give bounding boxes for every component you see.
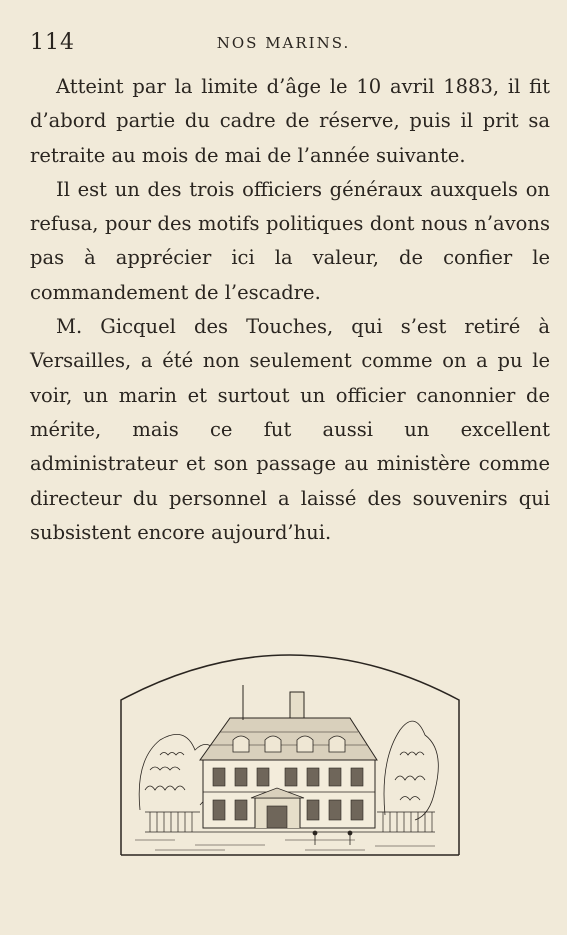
- paragraph-1: Atteint par la limite d’âge le 10 avril 1883, il fit d’abord partie du cadre de réserve, puis il prit sa retraite au mois de mai de l’année suivante.: [30, 75, 550, 167]
- page-header: [30, 30, 537, 60]
- body-text: [30, 70, 550, 550]
- paragraph-3: M. Gicquel des Touches, qui s’est retiré à Versailles, a été non seulement comme on a pu le voir, un marin et surtout un officier canonnier de mérite, mais ce fut aussi un excellent administrateur et son passage au ministère comme directeur du personnel a laissé des souvenirs qui subsistent encore aujourd’hui.: [30, 315, 550, 544]
- house-engraving-drawing: [115, 640, 465, 865]
- house-engraving: [115, 640, 465, 865]
- running-title: NOS MARINS.: [216, 34, 351, 52]
- paragraph-2: Il est un des trois officiers généraux auxquels on refusa, pour des motifs politiques dont nous n’avons pas à apprécier ici la valeur, de confier le commandement de l’escadre.: [30, 177, 550, 304]
- page-number: 114: [30, 30, 75, 55]
